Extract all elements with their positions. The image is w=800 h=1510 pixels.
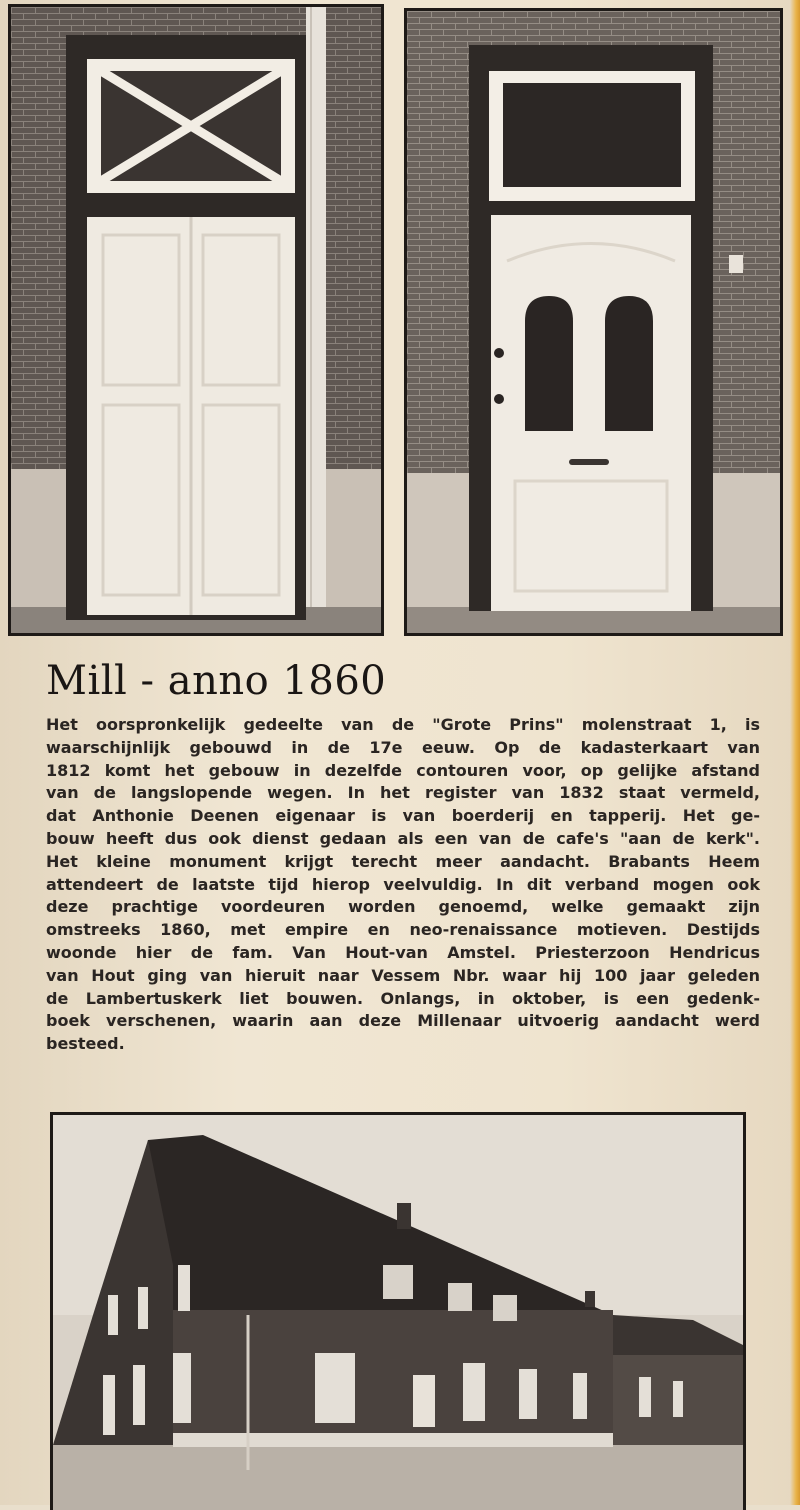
article-line: Het oorspronkelijk gedeelte van de "Grote Prins" molenstraat 1, is xyxy=(46,715,760,734)
article-line: van de langslopende wegen. In het register van 1832 staat vermeld, xyxy=(46,783,760,803)
article-line: omstreeks 1860, met empire en neo-renaissance motieven. Destijds xyxy=(46,920,760,940)
door-right-illustration xyxy=(407,11,780,633)
article-line: attendeert de laatste tijd hierop veelvuldig. In dit verband mogen ook xyxy=(46,874,760,894)
article-line: woonde hier de fam. Van Hout-van Amstel. Priesterzoon Hendricus xyxy=(46,942,760,962)
article-line: dat Anthonie Deenen eigenaar is van boerderij en tapperij. Het ge- xyxy=(46,806,760,826)
building-photo xyxy=(50,1112,746,1510)
article-line: van Hout ging van hieruit naar Vessem Nbr. waar hij 100 jaar geleden xyxy=(46,965,760,985)
building-illustration xyxy=(53,1115,743,1510)
article-line: deze prachtige voordeuren worden genoemd, welke gemaakt zijn xyxy=(46,897,760,917)
article-line: Het kleine monument krijgt terecht meer aandacht. Brabants Heem xyxy=(46,851,760,871)
article-line: besteed. xyxy=(46,1034,125,1054)
article-headline: Mill - anno 1860 xyxy=(46,658,387,704)
door-left-illustration xyxy=(11,7,381,633)
paper-edge xyxy=(790,0,800,1505)
door-photo-right xyxy=(404,8,783,636)
article-line: boek verschenen, waarin aan deze Millenaar uitvoerig aandacht werd xyxy=(46,1011,760,1031)
door-photo-left xyxy=(8,4,384,636)
article-line: waarschijnlijk gebouwd in de 17e eeuw. Op de kadasterkaart van xyxy=(46,737,760,757)
article-line: 1812 komt het gebouw in dezelfde contouren voor, op gelijke afstand xyxy=(46,760,760,780)
article-line: de Lambertuskerk liet bouwen. Onlangs, in oktober, is een gedenk- xyxy=(46,988,760,1008)
article-line: bouw heeft dus ook dienst gedaan als een van de cafe's "aan de kerk". xyxy=(46,828,760,848)
article-body xyxy=(46,714,760,1056)
